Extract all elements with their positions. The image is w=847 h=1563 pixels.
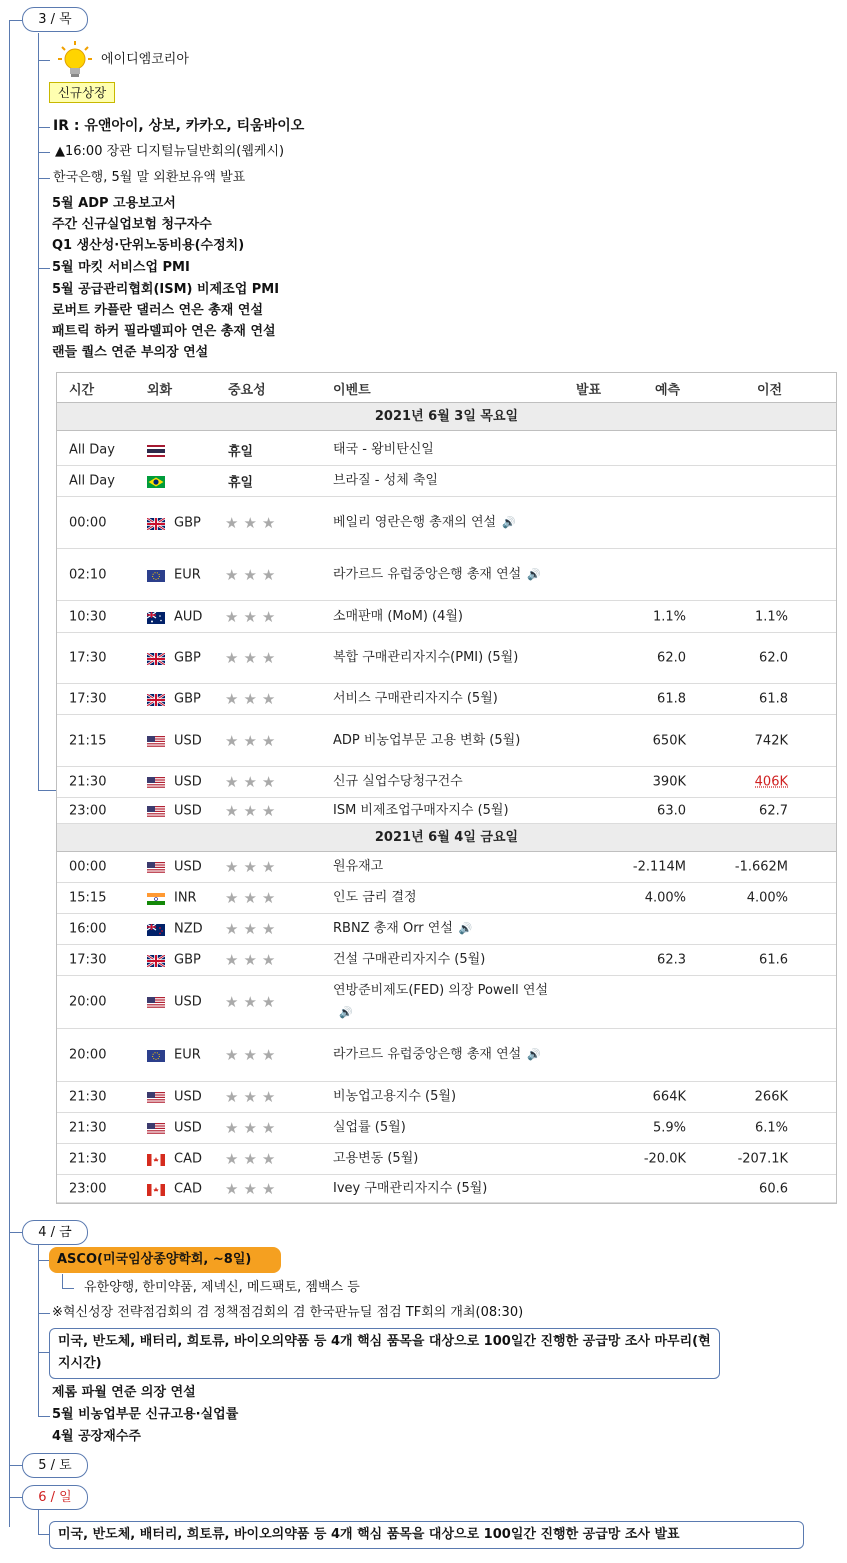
usd-flag-icon [147,1092,165,1104]
event-name [333,512,553,534]
importance-stars-icon: ★★★ [225,801,281,820]
event-time: 20:00 [69,994,107,1010]
forecast-value: 62.0 [657,650,686,666]
connector [38,790,56,791]
importance-stars-icon: ★★★ [225,513,281,532]
table-row[interactable] [57,715,836,767]
brl-flag-icon [147,476,165,488]
currency-code: INR [174,890,197,906]
day-node-4[interactable]: 4 / 금 [22,1220,88,1245]
importance-stars-icon: ★★★ [225,920,281,938]
event-name [333,918,553,940]
table-row[interactable] [57,798,836,824]
gbp-flag-icon [147,694,165,706]
connector [38,60,50,61]
event-name-text[interactable]: 베일리 영란은행 총재의 연설 [333,514,497,530]
forecast-value: 62.3 [657,952,686,968]
asco-companies: 유한양행, 한미약품, 제넥신, 메드팩토, 젬백스 등 [84,1280,360,1295]
event-name [333,1044,553,1066]
importance-stars-icon: ★★★ [225,1179,281,1198]
list-item: 랜들 퀄스 연준 부의장 연설 [52,345,209,360]
aud-flag-icon [147,612,165,624]
day4-branch-line [38,1245,39,1417]
importance-stars-icon: ★★★ [225,1088,281,1106]
day-node-6[interactable]: 6 / 일 [22,1485,88,1510]
event-name-text[interactable]: 라가르드 유럽중앙은행 총재 연설 [333,566,522,582]
currency-code: USD [174,733,202,748]
table-row[interactable] [57,976,836,1029]
connector [38,268,50,269]
event-time: 02:10 [69,567,107,582]
previous-value: 742K [754,733,788,748]
forecast-value: 4.00% [644,890,686,906]
table-row[interactable] [57,914,836,945]
speaker-icon[interactable]: 🔊 [527,1048,541,1061]
event-name [333,771,553,793]
event-name [333,856,553,878]
table-row[interactable] [57,945,836,976]
event-name-text[interactable]: 연방준비제도(FED) 의장 Powell 연설 [333,983,549,998]
connector [62,1274,63,1288]
list-item: 5월 비농업부문 신규고용·실업률 [52,1407,239,1422]
table-row[interactable] [57,1082,836,1113]
header-previous: 이전 [757,383,783,398]
currency-code: USD [174,1120,202,1136]
event-time: All Day [69,473,115,489]
event-time: All Day [69,442,115,458]
event-name [333,800,553,822]
importance-stars-icon: ★★★ [225,773,281,791]
header-time: 시간 [69,383,95,398]
event-name-text[interactable]: 브라질 - 성체 축일 [333,473,438,488]
event-name [333,730,553,752]
list-item: 5월 ADP 고용보고서 [52,196,176,211]
currency-code: EUR [174,567,201,582]
currency-code: USD [174,994,202,1010]
header-event: 이벤트 [333,383,371,398]
event-time: 23:00 [69,803,107,818]
connector [62,1288,74,1289]
forecast-value: 1.1% [652,609,686,624]
event-name-text[interactable]: RBNZ 총재 Orr 연설 [333,921,453,936]
bok-line: 한국은행, 5월 말 외환보유액 발표 [53,170,246,185]
supply-chain-report-box: 미국, 반도체, 배터리, 희토류, 바이오의약품 등 4개 핵심 품목을 대상으로 100일간 진행한 공급망 조사 발표 [49,1521,804,1549]
currency-code: AUD [174,609,203,624]
event-name [333,688,553,710]
previous-value: -1.662M [734,859,788,875]
supply-chain-review-box: 미국, 반도체, 배터리, 희토류, 바이오의약품 등 4개 핵심 품목을 대상으로 100일간 진행한 공급망 조사 마무리(현지시간) [49,1328,720,1379]
usd-flag-icon [147,736,165,748]
previous-value: 61.6 [759,952,788,968]
table-row[interactable] [57,466,836,497]
tree-trunk-line [9,20,10,1527]
event-name [333,564,553,586]
previous-value: 60.6 [759,1181,788,1196]
event-time: 20:00 [69,1047,107,1063]
list-item: 로버트 카플란 댈러스 연은 총재 연설 [52,303,263,318]
event-name [333,439,553,461]
currency-code: CAD [174,1151,202,1167]
cad-flag-icon [147,1184,165,1196]
list-item: Q1 생산성·단위노동비용(수정치) [52,238,245,253]
currency-code: USD [174,859,202,875]
event-name-text[interactable]: 원유재고 [333,859,384,874]
list-item: 제롬 파월 연준 의장 연설 [52,1385,196,1400]
table-row[interactable] [57,633,836,684]
event-time: 23:00 [69,1181,107,1196]
connector [9,1465,22,1466]
table-row[interactable] [57,852,836,883]
importance-stars-icon: ★★★ [225,889,281,907]
event-time: 17:30 [69,952,107,968]
cad-flag-icon [147,1154,165,1166]
table-row[interactable] [57,1144,836,1175]
event-name-text[interactable]: 인도 금리 결정 [333,890,417,905]
thb-flag-icon [147,445,165,457]
connector [38,127,50,128]
date-row: 2021년 6월 4일 금요일 [57,824,836,852]
speaker-icon[interactable]: 🔊 [339,1006,353,1019]
event-time: 21:15 [69,733,107,748]
connector [38,178,50,179]
event-time: 15:15 [69,890,107,906]
currency-code: NZD [174,921,203,937]
event-name [333,647,553,669]
event-name [333,887,553,909]
meeting-line: ▲16:00 장관 디지털뉴딜반회의(웹케시) [55,144,285,159]
event-time: 10:30 [69,609,107,624]
table-row[interactable] [57,767,836,798]
event-name-text[interactable]: 실업률 (5월) [333,1120,406,1135]
date-row: 2021년 6월 3일 목요일 [57,403,836,431]
forecast-value: 63.0 [657,803,686,818]
header-actual: 발표 [576,383,602,398]
currency-code: GBP [174,650,201,666]
connector [38,1416,50,1417]
previous-value: 406K [754,774,788,790]
importance-stars-icon: ★★★ [225,951,281,969]
importance-stars-icon: ★★★ [225,731,281,750]
importance-stars-icon: ★★★ [225,690,281,708]
list-item: 패트릭 하커 필라델피아 연은 총재 연설 [52,324,276,339]
connector [9,1232,22,1233]
importance-stars-icon: ★★★ [225,1046,281,1064]
event-name-text[interactable]: 건설 구매관리자지수 (5월) [333,952,486,967]
connector [38,1313,50,1314]
speaker-icon[interactable]: 🔊 [527,567,541,581]
currency-code: USD [174,774,202,790]
connector [38,152,50,153]
currency-code: GBP [174,515,201,530]
event-time: 00:00 [69,515,107,530]
currency-code: EUR [174,1047,201,1063]
previous-value: 1.1% [754,609,788,624]
event-name-text[interactable]: ADP 비농업부문 고용 변화 (5월) [333,732,521,748]
forecast-value: 390K [652,774,686,790]
currency-code: CAD [174,1181,202,1196]
event-name [333,606,553,628]
holiday-label: 휴일 [228,444,254,460]
new-listing-badge: 신규상장 [49,82,115,103]
event-name-text[interactable]: Ivey 구매관리자지수 (5월) [333,1180,488,1196]
event-name [333,1086,553,1108]
event-name [333,1148,553,1170]
table-row[interactable] [57,549,836,601]
event-name-text[interactable]: 서비스 구매관리자지수 (5월) [333,691,498,706]
previous-value: 4.00% [746,890,788,906]
event-time: 16:00 [69,921,107,937]
header-currency: 외화 [147,383,173,398]
table-header [57,373,836,403]
lightbulb-icon [58,40,92,78]
speaker-icon[interactable]: 🔊 [458,922,473,935]
event-name-text[interactable]: ISM 비제조업구매자지수 (5월) [333,802,509,818]
event-name-text[interactable]: 고용변동 (5월) [333,1151,419,1166]
forecast-value: 664K [652,1089,686,1105]
inr-flag-icon [147,893,165,905]
gbp-flag-icon [147,955,165,967]
event-name-text[interactable]: 복합 구매관리자지수(PMI) (5월) [333,650,519,665]
speaker-icon[interactable]: 🔊 [502,515,516,529]
forecast-value: 61.8 [657,691,686,707]
usd-flag-icon [147,862,165,874]
connector [9,20,22,21]
usd-flag-icon [147,1123,165,1135]
gbp-flag-icon [147,653,165,665]
usd-flag-icon [147,777,165,789]
table-row[interactable] [57,1175,836,1203]
table-row[interactable] [57,883,836,914]
eur-flag-icon [147,1050,165,1062]
previous-value: 6.1% [754,1120,788,1136]
eur-flag-icon [147,570,165,582]
previous-value: 266K [754,1089,788,1105]
holiday-label: 휴일 [228,475,254,491]
list-item: 주간 신규실업보험 청구자수 [52,217,212,232]
forecast-value: -20.0K [643,1151,686,1167]
forecast-value: 650K [652,733,686,748]
event-name-text[interactable]: 신규 실업수당청구건수 [333,774,463,789]
day6-branch-line [38,1510,39,1534]
table-row[interactable] [57,435,836,466]
company-name: 에이디엠코리아 [101,52,189,67]
day3-branch-line [38,33,39,790]
event-name [333,1117,553,1139]
importance-stars-icon: ★★★ [225,993,281,1011]
table-row[interactable] [57,1029,836,1082]
previous-value: 62.0 [759,650,788,666]
event-time: 21:30 [69,1151,107,1167]
gbp-flag-icon [147,518,165,530]
event-name-text[interactable]: 소매판매 (MoM) (4월) [333,608,463,624]
previous-value: 61.8 [759,691,788,707]
forecast-value: 5.9% [652,1120,686,1136]
usd-flag-icon [147,997,165,1009]
nzd-flag-icon [147,924,165,936]
asco-highlight: ASCO(미국임상종양학회, ~8일) [49,1247,281,1273]
list-item: 5월 공급관리협회(ISM) 비제조업 PMI [52,282,280,297]
ir-line: IR : 유앤아이, 상보, 카카오, 티움바이오 [53,118,305,134]
importance-stars-icon: ★★★ [225,649,281,667]
list-item: 4월 공장재수주 [52,1429,141,1444]
table-row[interactable] [57,1113,836,1144]
event-time: 21:30 [69,1120,107,1136]
currency-code: USD [174,1089,202,1105]
event-name [333,949,553,971]
previous-value: -207.1K [737,1151,788,1167]
economic-calendar-table [56,372,837,1204]
currency-code: GBP [174,691,201,707]
list-item: 5월 마킷 서비스업 PMI [52,260,190,275]
day-node-3[interactable]: 3 / 목 [22,7,88,32]
event-time: 17:30 [69,650,107,666]
importance-stars-icon: ★★★ [225,565,281,584]
policy-meeting-note: ※혁신성장 전략점검회의 겸 정책점검회의 겸 한국판뉴딜 점검 TF회의 개최(08:30) [52,1305,524,1320]
connector [9,1497,22,1498]
event-time: 21:30 [69,774,107,790]
importance-stars-icon: ★★★ [225,858,281,876]
currency-code: USD [174,803,202,818]
event-name [333,1178,553,1200]
event-name-text[interactable]: 태국 - 왕비탄신일 [333,442,434,457]
currency-code: GBP [174,952,201,968]
table-row[interactable] [57,601,836,633]
event-time: 00:00 [69,859,107,875]
table-row[interactable] [57,497,836,549]
event-name-text[interactable]: 비농업고용지수 (5월) [333,1089,457,1104]
header-forecast: 예측 [655,383,681,398]
header-importance: 중요성 [228,383,266,398]
event-name [333,980,553,1024]
table-row[interactable] [57,684,836,715]
importance-stars-icon: ★★★ [225,607,281,626]
day-node-5[interactable]: 5 / 토 [22,1453,88,1478]
previous-value: 62.7 [759,803,788,818]
usd-flag-icon [147,806,165,818]
importance-stars-icon: ★★★ [225,1119,281,1137]
forecast-value: -2.114M [632,859,686,875]
event-time: 17:30 [69,691,107,707]
importance-stars-icon: ★★★ [225,1150,281,1168]
event-name [333,470,553,492]
event-time: 21:30 [69,1089,107,1105]
event-name-text[interactable]: 라가르드 유럽중앙은행 총재 연설 [333,1047,522,1062]
